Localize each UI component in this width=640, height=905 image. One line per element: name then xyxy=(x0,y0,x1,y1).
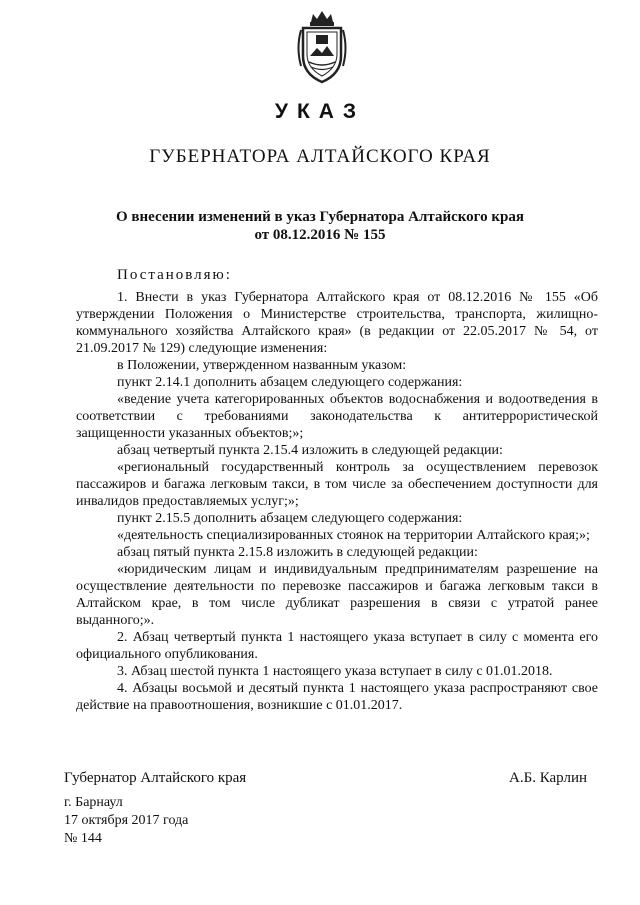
paragraph: «региональный государственный контроль за осуществлением перевозок пассажиров и багажа легковым такси, в том числе за обеспечением доступности для инвалидов предоставляемых услуг;»; xyxy=(76,460,598,509)
document-heading xyxy=(0,208,640,244)
paragraph: пункт 2.15.5 дополнить абзацем следующего содержания: xyxy=(117,511,463,526)
heading-line-2: от 08.12.2016 № 155 xyxy=(254,227,386,243)
paragraph: «ведение учета категорированных объектов водоснабжения и водоотведения в соответствии с требованиями законодательства к антитеррористической защищенности указанных объектов;»; xyxy=(76,392,598,441)
altai-coat-of-arms-icon xyxy=(293,8,351,88)
paragraph: 3. Абзац шестой пункта 1 настоящего указа вступает в силу с 01.01.2018. xyxy=(117,664,553,679)
paragraph: абзац четвертый пункта 2.15.4 изложить в следующей редакции: xyxy=(117,443,503,458)
paragraph: в Положении, утвержденном названным указом: xyxy=(117,358,407,373)
paragraph: «юридическим лицам и индивидуальным предпринимателям разрешение на осуществление деятельности по перевозке пассажиров и багажа легковым такси в Алтайском крае, в том числе дубликат разрешения в связи с утратой ранее выданного;». xyxy=(76,562,598,628)
signatory-title: Губернатор Алтайского края xyxy=(64,770,247,786)
paragraph: 4. Абзацы восьмой и десятый пункта 1 настоящего указа распространяют свое действие на правоотношения, возникшие с 01.01.2017. xyxy=(76,681,598,713)
issuer-title: ГУБЕРНАТОРА АЛТАЙСКОГО КРАЯ xyxy=(149,146,491,167)
document-number: № 144 xyxy=(64,831,102,846)
paragraph: 1. Внести в указ Губернатора Алтайского края от 08.12.2016 № 155 «Об утверждении Положения о Министерстве строительства, транспорта, жилищно-коммунального хозяйства Алтайского края» (в редакции от 22.05.2017 № 54, от 21.09.2017 № 129) следующие изменения: xyxy=(76,290,598,356)
place-of-issue: г. Барнаул xyxy=(64,795,123,810)
signatory-name: А.Б. Карлин xyxy=(509,770,588,786)
paragraph: «деятельность специализированных стоянок на территории Алтайского края;»; xyxy=(117,528,590,543)
paragraph: абзац пятый пункта 2.15.8 изложить в следующей редакции: xyxy=(117,545,478,560)
document-type-title: УКАЗ xyxy=(274,100,366,123)
issue-date: 17 октября 2017 года xyxy=(64,813,189,828)
paragraph: пункт 2.14.1 дополнить абзацем следующего содержания: xyxy=(117,375,463,390)
heading-line-1: О внесении изменений в указ Губернатора Алтайского края xyxy=(116,209,524,225)
decree-body xyxy=(76,289,598,714)
decree-intro: Постановляю: xyxy=(117,267,232,283)
paragraph: 2. Абзац четвертый пункта 1 настоящего указа вступает в силу с момента его официального опубликования. xyxy=(76,630,598,662)
